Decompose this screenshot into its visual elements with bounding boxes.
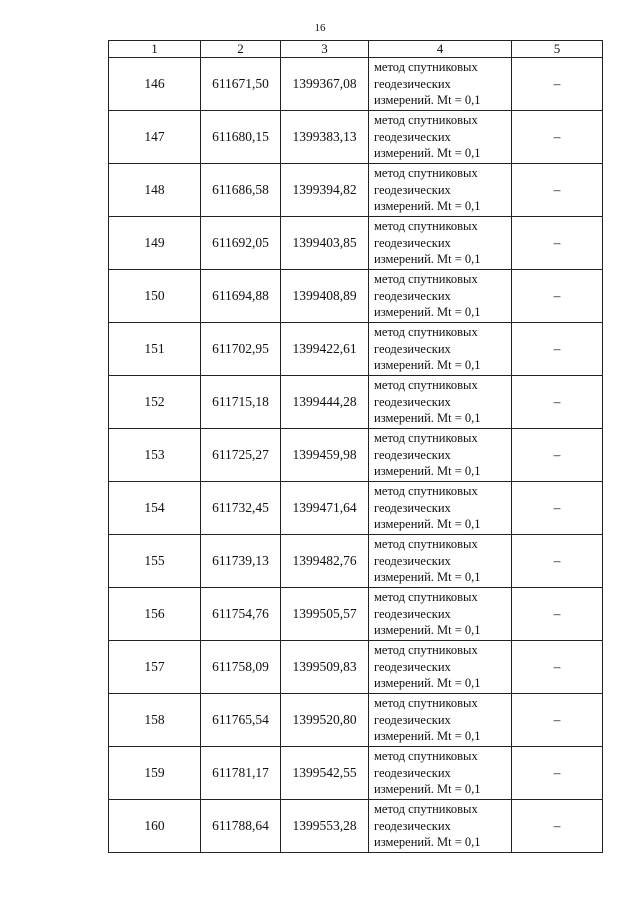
method-text-line: геодезических bbox=[374, 500, 451, 515]
point-number-cell: 152 bbox=[109, 376, 201, 429]
note-cell: – bbox=[512, 694, 603, 747]
method-text-line: измерений. Mt = 0,1 bbox=[374, 676, 481, 691]
point-number-cell: 151 bbox=[109, 323, 201, 376]
point-number-cell: 159 bbox=[109, 747, 201, 800]
method-text-line: геодезических bbox=[374, 712, 451, 727]
header-col-5: 5 bbox=[512, 41, 603, 58]
table-row bbox=[109, 588, 603, 641]
point-number-cell: 150 bbox=[109, 270, 201, 323]
table-row bbox=[109, 800, 603, 853]
note-cell: – bbox=[512, 58, 603, 111]
point-number-cell: 146 bbox=[109, 58, 201, 111]
y-coordinate-cell: 1399482,76 bbox=[281, 535, 369, 588]
method-text-line: измерений. Mt = 0,1 bbox=[374, 93, 481, 108]
method-cell bbox=[369, 535, 512, 588]
y-coordinate-cell: 1399520,80 bbox=[281, 694, 369, 747]
method-text-line: геодезических bbox=[374, 235, 451, 250]
header-row bbox=[109, 41, 603, 58]
table-row bbox=[109, 58, 603, 111]
header-col-1: 1 bbox=[109, 41, 201, 58]
method-text-line: метод спутниковых bbox=[374, 749, 478, 764]
table-row bbox=[109, 111, 603, 164]
y-coordinate-cell: 1399408,89 bbox=[281, 270, 369, 323]
method-text-line: геодезических bbox=[374, 447, 451, 462]
method-text-line: метод спутниковых bbox=[374, 537, 478, 552]
header-col-4: 4 bbox=[369, 41, 512, 58]
x-coordinate-cell: 611739,13 bbox=[201, 535, 281, 588]
y-coordinate-cell: 1399505,57 bbox=[281, 588, 369, 641]
method-text-line: измерений. Mt = 0,1 bbox=[374, 623, 481, 638]
method-cell bbox=[369, 270, 512, 323]
x-coordinate-cell: 611702,95 bbox=[201, 323, 281, 376]
table-body bbox=[109, 58, 603, 853]
method-cell bbox=[369, 217, 512, 270]
y-coordinate-cell: 1399422,61 bbox=[281, 323, 369, 376]
point-number-cell: 154 bbox=[109, 482, 201, 535]
point-number-cell: 149 bbox=[109, 217, 201, 270]
x-coordinate-cell: 611765,54 bbox=[201, 694, 281, 747]
x-coordinate-cell: 611758,09 bbox=[201, 641, 281, 694]
page-number: 16 bbox=[314, 22, 326, 34]
note-cell: – bbox=[512, 482, 603, 535]
method-cell bbox=[369, 323, 512, 376]
method-text-line: измерений. Mt = 0,1 bbox=[374, 464, 481, 479]
method-text-line: геодезических bbox=[374, 394, 451, 409]
method-text-line: метод спутниковых bbox=[374, 590, 478, 605]
method-text-line: измерений. Mt = 0,1 bbox=[374, 305, 481, 320]
y-coordinate-cell: 1399509,83 bbox=[281, 641, 369, 694]
header-col-3: 3 bbox=[281, 41, 369, 58]
note-cell: – bbox=[512, 429, 603, 482]
method-text-line: метод спутниковых bbox=[374, 431, 478, 446]
method-text-line: измерений. Mt = 0,1 bbox=[374, 729, 481, 744]
method-text-line: метод спутниковых bbox=[374, 272, 478, 287]
y-coordinate-cell: 1399383,13 bbox=[281, 111, 369, 164]
point-number-cell: 148 bbox=[109, 164, 201, 217]
method-cell bbox=[369, 164, 512, 217]
method-text-line: геодезических bbox=[374, 341, 451, 356]
table-row bbox=[109, 694, 603, 747]
method-text-line: геодезических bbox=[374, 765, 451, 780]
note-cell: – bbox=[512, 588, 603, 641]
method-text-line: геодезических bbox=[374, 553, 451, 568]
method-text-line: геодезических bbox=[374, 606, 451, 621]
method-text-line: метод спутниковых bbox=[374, 484, 478, 499]
point-number-cell: 156 bbox=[109, 588, 201, 641]
x-coordinate-cell: 611671,50 bbox=[201, 58, 281, 111]
method-cell bbox=[369, 588, 512, 641]
note-cell: – bbox=[512, 376, 603, 429]
point-number-cell: 155 bbox=[109, 535, 201, 588]
x-coordinate-cell: 611686,58 bbox=[201, 164, 281, 217]
table-row bbox=[109, 217, 603, 270]
method-text-line: геодезических bbox=[374, 659, 451, 674]
method-cell bbox=[369, 641, 512, 694]
y-coordinate-cell: 1399553,28 bbox=[281, 800, 369, 853]
y-coordinate-cell: 1399459,98 bbox=[281, 429, 369, 482]
point-number-cell: 157 bbox=[109, 641, 201, 694]
point-number-cell: 147 bbox=[109, 111, 201, 164]
note-cell: – bbox=[512, 164, 603, 217]
y-coordinate-cell: 1399403,85 bbox=[281, 217, 369, 270]
table-row bbox=[109, 747, 603, 800]
note-cell: – bbox=[512, 800, 603, 853]
note-cell: – bbox=[512, 641, 603, 694]
table-row bbox=[109, 482, 603, 535]
note-cell: – bbox=[512, 217, 603, 270]
method-text-line: геодезических bbox=[374, 182, 451, 197]
method-text-line: геодезических bbox=[374, 76, 451, 91]
point-number-cell: 158 bbox=[109, 694, 201, 747]
method-text-line: метод спутниковых bbox=[374, 113, 478, 128]
method-cell bbox=[369, 694, 512, 747]
table-row bbox=[109, 323, 603, 376]
y-coordinate-cell: 1399394,82 bbox=[281, 164, 369, 217]
method-cell bbox=[369, 482, 512, 535]
x-coordinate-cell: 611694,88 bbox=[201, 270, 281, 323]
table-row bbox=[109, 535, 603, 588]
method-text-line: измерений. Mt = 0,1 bbox=[374, 570, 481, 585]
method-text-line: метод спутниковых bbox=[374, 60, 478, 75]
y-coordinate-cell: 1399471,64 bbox=[281, 482, 369, 535]
point-number-cell: 160 bbox=[109, 800, 201, 853]
x-coordinate-cell: 611692,05 bbox=[201, 217, 281, 270]
method-text-line: измерений. Mt = 0,1 bbox=[374, 782, 481, 797]
note-cell: – bbox=[512, 747, 603, 800]
method-text-line: метод спутниковых bbox=[374, 643, 478, 658]
method-text-line: метод спутниковых bbox=[374, 802, 478, 817]
table-row bbox=[109, 376, 603, 429]
x-coordinate-cell: 611781,17 bbox=[201, 747, 281, 800]
method-text-line: геодезических bbox=[374, 129, 451, 144]
coordinates-table bbox=[108, 40, 603, 853]
method-text-line: геодезических bbox=[374, 288, 451, 303]
note-cell: – bbox=[512, 535, 603, 588]
x-coordinate-cell: 611680,15 bbox=[201, 111, 281, 164]
header-col-2: 2 bbox=[201, 41, 281, 58]
method-text-line: измерений. Mt = 0,1 bbox=[374, 358, 481, 373]
x-coordinate-cell: 611788,64 bbox=[201, 800, 281, 853]
method-cell bbox=[369, 111, 512, 164]
method-text-line: геодезических bbox=[374, 818, 451, 833]
method-cell bbox=[369, 800, 512, 853]
method-cell bbox=[369, 429, 512, 482]
method-cell bbox=[369, 376, 512, 429]
note-cell: – bbox=[512, 111, 603, 164]
method-text-line: измерений. Mt = 0,1 bbox=[374, 411, 481, 426]
point-number-cell: 153 bbox=[109, 429, 201, 482]
method-text-line: измерений. Mt = 0,1 bbox=[374, 517, 481, 532]
x-coordinate-cell: 611732,45 bbox=[201, 482, 281, 535]
method-text-line: измерений. Mt = 0,1 bbox=[374, 199, 481, 214]
method-text-line: метод спутниковых bbox=[374, 166, 478, 181]
method-text-line: метод спутниковых bbox=[374, 219, 478, 234]
x-coordinate-cell: 611754,76 bbox=[201, 588, 281, 641]
method-cell bbox=[369, 747, 512, 800]
method-text-line: метод спутниковых bbox=[374, 325, 478, 340]
table-row bbox=[109, 270, 603, 323]
method-cell bbox=[369, 58, 512, 111]
x-coordinate-cell: 611715,18 bbox=[201, 376, 281, 429]
note-cell: – bbox=[512, 270, 603, 323]
note-cell: – bbox=[512, 323, 603, 376]
y-coordinate-cell: 1399444,28 bbox=[281, 376, 369, 429]
method-text-line: метод спутниковых bbox=[374, 696, 478, 711]
x-coordinate-cell: 611725,27 bbox=[201, 429, 281, 482]
y-coordinate-cell: 1399367,08 bbox=[281, 58, 369, 111]
table-row bbox=[109, 641, 603, 694]
y-coordinate-cell: 1399542,55 bbox=[281, 747, 369, 800]
method-text-line: измерений. Mt = 0,1 bbox=[374, 835, 481, 850]
method-text-line: измерений. Mt = 0,1 bbox=[374, 252, 481, 267]
table-row bbox=[109, 429, 603, 482]
table-row bbox=[109, 164, 603, 217]
method-text-line: метод спутниковых bbox=[374, 378, 478, 393]
method-text-line: измерений. Mt = 0,1 bbox=[374, 146, 481, 161]
